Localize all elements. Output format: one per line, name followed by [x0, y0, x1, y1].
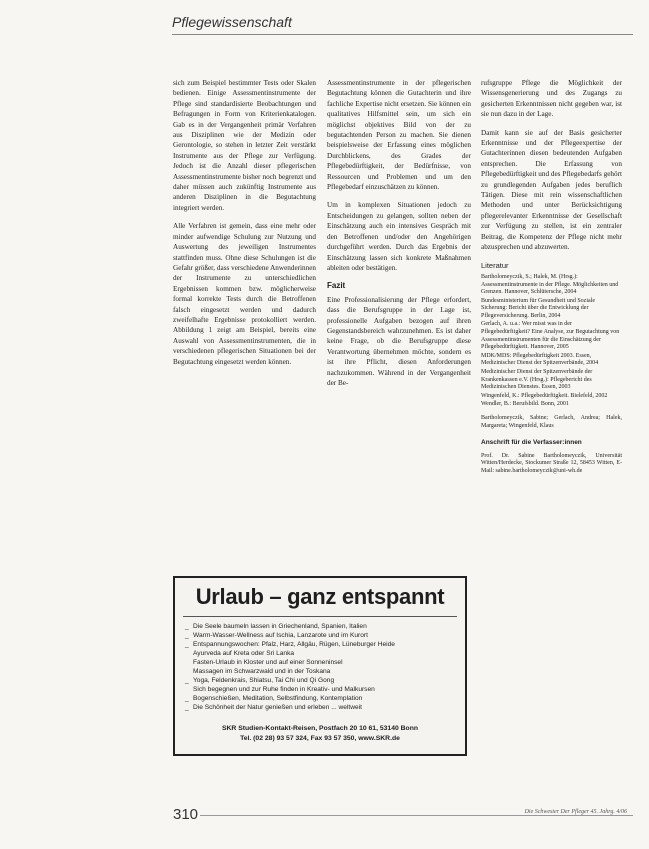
- literature-entry: Wendler, B.: Berufsbild. Bonn, 2001: [481, 401, 569, 408]
- journal-source: Die Schwester Der Pfleger 45. Jahrg. 4/06: [521, 809, 627, 815]
- author-list: Bartholomeyczik, Sabine; Gerlach, Andrea; Halek, Margareta; Wingenfeld, Klaus: [481, 415, 622, 429]
- ad-item: [185, 658, 455, 667]
- dash-icon: _: [185, 677, 189, 684]
- paragraph: Damit kann sie auf der Basis gesicherter Erkenntnisse und der Pflegeexpertise der Gutachterinnen diesen bedeutenden Aufgaben entsprechen. Die Erfassung von Pflegebedürftigkeit und des Pflegebedarfs gehört zu grundlegenden Aufgaben jedes beruflich Tätigen. Diese mit rein wissenschaftlichen Methoden und unter Berücksichtigung pflegerelevanter Erkenntnisse der Gesellschaft zur Verfügung zu stellen, ist ein zentraler Beitrag, die Kompetenz der Pflege nicht mehr abzusprechen und abzuwerten.: [481, 128, 622, 252]
- literature-list: [481, 274, 622, 409]
- ad-item-text: Die Seele baumeln lassen in Griechenland, Spanien, Italien: [193, 623, 367, 630]
- dash-icon: _: [185, 623, 189, 630]
- paragraph: Um in komplexen Situationen jedoch zu Entscheidungen zu gelangen, sollten neben der Einschätzung auch ein intensives Gespräch mit den Betroffenen und/oder den Angehörigen durchgeführt werden. Durch das Ergebnis der Einschätzung lassen sich konkrete Maßnahmen ableiten oder bestätigen.: [327, 201, 471, 272]
- literature-heading: Literatur: [481, 260, 509, 270]
- literature-entry: Bundesministerium für Gesundheit und Soziale Sicherung: Bericht über die Entwicklung der Pflegeversicherung. Berlin, 2004: [481, 297, 595, 319]
- header-divider: [172, 34, 633, 35]
- dash-icon: [185, 649, 193, 658]
- ad-item-list: [185, 622, 455, 712]
- dash-icon: [185, 658, 193, 667]
- ad-divider: [183, 616, 457, 617]
- page-number: 310: [173, 806, 199, 823]
- ad-item: [185, 667, 455, 676]
- text-column-1: [173, 78, 316, 375]
- advertisement-box: [173, 576, 467, 756]
- section-header: Pflegewissenschaft: [172, 14, 292, 30]
- paragraph: Eine Professionalisierung der Pflege erfordert, dass die Berufsgruppe in der Lage ist, professionelle Aufgaben bezogen auf ihren Gegenstandsbereich wahrzunehmen. Es ist daher keine Frage, ob die Berufsgruppe diese Verantwortung übernehmen möchte, sondern es ist ihre Pflicht, diesen Anforderungen nachzukommen. Während in der Vergangenheit der Be-: [327, 295, 471, 387]
- ad-item-text: Yoga, Feldenkrais, Shiatsu, Tai Chi und Qi Gong: [193, 677, 335, 684]
- ad-item-text: Entspannungswochen: Pfalz, Harz, Allgäu, Rügen, Lüneburger Heide: [193, 641, 395, 648]
- dash-icon: _: [185, 632, 189, 639]
- ad-item: [185, 694, 455, 703]
- ad-item-text: Massagen im Schwarzwald und in der Toskana: [193, 668, 331, 675]
- literature-entry: MDK/MDS: Pflegebedürftigkeit 2003. Essen, Medizinischer Dienst der Spitzenverbände, 2004: [481, 352, 599, 367]
- paragraph: rufsgruppe Pflege die Möglichkeit der Wissensgenerierung und des Zugangs zu gesicherten Erkenntnissen nicht gegeben war, ist sie nun dazu in der Lage.: [481, 79, 622, 119]
- ad-item-text: Ayurveda auf Kreta oder Sri Lanka: [193, 650, 295, 657]
- paragraph: Alle Verfahren ist gemein, dass eine mehr oder minder aufwendige Schulung zur Nutzung und Auswertung des jeweiligen Instrumentes stattfinden muss. Ohne diese Schulungen ist die Gefahr größer, dass verschiedene Anwenderinnen der Instrumente zu unterschiedlichen Ergebnissen kommen bzw. möglicherweise formal korrekte Tests durch die Betroffenen falsch eingesetzt werden und dadurch zweifelhafte Ergebnisse protokolliert werden. Abbildung 1 zeigt am Beispiel, bereits eine Auswahl von Assessmentinstrumenten, die in verschiedenen pflegerischen Situationen bei der Begutachtung eingesetzt werden können.: [173, 222, 316, 366]
- ad-item: [185, 622, 455, 631]
- ad-contact-address: SKR Studien-Kontakt-Reisen, Postfach 20 10 61, 53140 Bonn: [221, 725, 419, 732]
- ad-item-text: Warm-Wasser-Wellness auf Ischia, Lanzarote und im Kurort: [193, 632, 368, 639]
- literature-entry: Gerlach, A. u.a.: Wer misst was in der Pflegebedürftigkeit? Eine Analyse, zur Begutachtung von Assessmentinstrumenten für die Einschätzung der Pflegebedürftigkeit. Hannover, 2005: [481, 321, 620, 351]
- dash-icon: [185, 667, 193, 676]
- dash-icon: _: [185, 704, 189, 711]
- ad-item: [185, 685, 455, 694]
- ad-item-text: Sich begegnen und zur Ruhe finden in Kreativ- und Malkursen: [193, 686, 375, 693]
- dash-icon: [185, 685, 193, 694]
- ad-item: [185, 631, 455, 640]
- ad-item: [185, 676, 455, 685]
- ad-contact-phone: Tel. (02 28) 93 57 324, Fax 93 57 350, www.SKR.de: [240, 734, 400, 742]
- literature-entry: Bartholomeyczik, S.; Halek, M. (Hrsg.): Assessmentinstrumente in der Pflege. Möglichkeiten und Grenzen. Hannover, Schlütersche, 2004: [481, 273, 619, 296]
- ad-title: Urlaub – ganz entspannt: [195, 584, 445, 609]
- contact-heading: Anschrift für die Verfasser:innen: [481, 439, 582, 447]
- dash-icon: _: [185, 695, 189, 702]
- ad-item-text: Bogenschießen, Meditation, Selbstfindung, Kontemplation: [193, 695, 363, 702]
- dash-icon: _: [185, 641, 189, 648]
- contact-address: Prof. Dr. Sabine Bartholomeyczik, Universität Witten/Herdecke, Stockumer Straße 12, 58453 Witten, E-Mail: sabine.bartholomeyczik@uni-wh.de: [481, 452, 622, 474]
- ad-item-text: Die Schönheit der Natur genießen und erleben ... weltweit: [193, 704, 362, 711]
- literature-entry: Medizinischer Dienst der Spitzenverbände der Krankenkassen e.V. (Hrsg.): Pflegebericht des Medizinischen Dienstes. Essen, 2003: [481, 369, 593, 391]
- ad-item: [185, 649, 455, 658]
- ad-item: [185, 640, 455, 649]
- ad-item: [185, 703, 455, 712]
- paragraph: Assessmentinstrumente in der pflegerischen Begutachtung können die Gutachterin und ihre fachliche Expertise nicht ersetzen. Sie können ein qualitatives Hilfsmittel sein, um sich ein möglichst objektives Bild von der zu begutachtenden Person zu machen. Sie dienen beispielsweise der Erfassung eines möglichen Durchblickens, des Grades der Pflegebedürftigkeit, der Bedürfnisse, von Ressourcen und Problemen und um den Pflegebedarf einzuschätzen zu können.: [327, 79, 471, 192]
- text-column-2: [327, 78, 471, 396]
- footer-divider: [200, 815, 633, 816]
- paragraph: sich zum Beispiel bestimmter Tests oder Skalen bedienen. Einige Assessmentinstrumente der Pflege sind standardisierte Beobachtungen und Befragungen in Form von Kriterienkatalogen. Gab es in der Vergangenheit primär Verfahren aus Disziplinen wie der Medizin oder Gerontologie, so stehen in letzter Zeit verstärkt Instrumente aus der Pflege zur Verfügung. Jedoch ist die Anzahl dieser pflegerischen Assessmentinstrumente bisher noch begrenzt und daher müssen auch zukünftig Instrumente aus anderen Disziplinen in die Begutachtung integriert werden.: [173, 79, 316, 212]
- ad-item-text: Fasten-Urlaub in Kloster und auf einer Sonneninsel: [193, 659, 343, 666]
- section-heading-fazit: Fazit: [327, 281, 346, 291]
- literature-entry: Wingenfeld, K.: Pflegebedürftigkeit. Bielefeld, 2002: [481, 392, 608, 399]
- ad-contact: [175, 724, 465, 743]
- text-column-3: [481, 78, 622, 475]
